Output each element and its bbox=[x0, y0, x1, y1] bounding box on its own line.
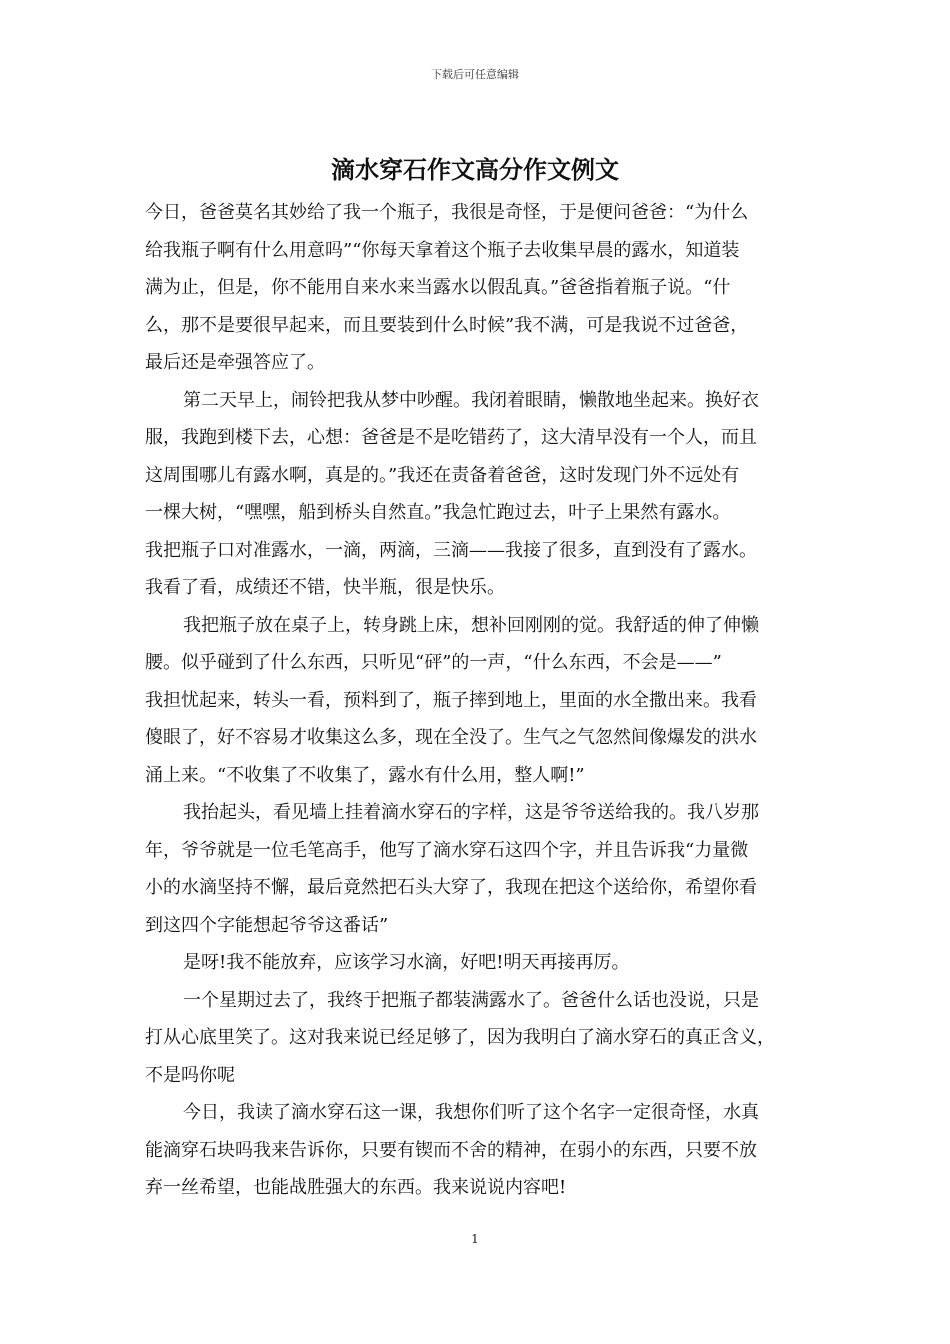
page-number: 1 bbox=[471, 1232, 479, 1246]
paragraph-2 bbox=[145, 382, 813, 607]
text-line: 打从心底里笑了。这对我来说已经足够了，因为我明白了滴水穿石的真正含义， bbox=[145, 1027, 775, 1048]
text-line: 我担忧起来，转头一看，预料到了，瓶子摔到地上，里面的水全撒出来。我看 bbox=[145, 689, 757, 711]
paragraph-7 bbox=[145, 1094, 813, 1207]
document-body bbox=[145, 194, 813, 1207]
text-line: 小的水滴坚持不懈，最后竟然把石头大穿了，我现在把这个送给你，希望你看 bbox=[145, 877, 757, 898]
text-line: 么，那不是要很早起来，而且要装到什么时候”我不满，可是我说不过爸爸， bbox=[145, 314, 749, 336]
document-title: 滴水穿石作文高分作文例文 bbox=[331, 155, 619, 184]
text-line: 傻眼了，好不容易才收集这么多，现在全没了。生气之气忽然间像爆发的洪水 bbox=[145, 727, 757, 748]
text-line: 我抬起头，看见墙上挂着滴水穿石的字样，这是爷爷送给我的。我八岁那 bbox=[183, 802, 759, 823]
text-line: 腰。似乎碰到了什么东西，只听见“砰”的一声，“什么东西，不会是——” bbox=[145, 652, 722, 673]
paragraph-5 bbox=[145, 944, 813, 982]
paragraph-4 bbox=[145, 794, 813, 944]
text-line: 这周围哪儿有露水啊，真是的。”我还在责备着爸爸，这时发现门外不远处有 bbox=[145, 464, 740, 486]
text-line: 我把瓶子口对准露水，一滴，两滴，三滴——我接了很多，直到没有了露水。 bbox=[145, 539, 757, 561]
paragraph-6 bbox=[145, 982, 813, 1095]
text-line: 我把瓶子放在桌子上，转身跳上床，想补回刚刚的觉。我舒适的伸了伸懒 bbox=[183, 614, 759, 636]
text-line: 能滴穿石块吗我来告诉你，只要有锲而不舍的精神，在弱小的东西，只要不放 bbox=[145, 1139, 757, 1161]
text-line: 一棵大树，“嘿嘿，船到桥头自然直。”我急忙跑过去，叶子上果然有露水。 bbox=[145, 502, 731, 523]
text-line: 最后还是牵强答应了。 bbox=[145, 352, 325, 373]
text-line: 年，爷爷就是一位毛笔高手，他写了滴水穿石这四个字，并且告诉我“力量微 bbox=[145, 839, 749, 861]
text-line: 到这四个字能想起爷爷这番话” bbox=[145, 914, 389, 936]
text-line: 给我瓶子啊有什么用意吗”“你每天拿着这个瓶子去收集早晨的露水，知道装 bbox=[145, 239, 740, 261]
text-line: 我看了看，成绩还不错，快半瓶，很是快乐。 bbox=[145, 577, 505, 598]
text-line: 今日，爸爸莫名其妙给了我一个瓶子，我很是奇怪，于是便问爸爸：“为什么 bbox=[145, 202, 749, 223]
text-line: 第二天早上，闹铃把我从梦中吵醒。我闭着眼睛，懒散地坐起来。换好衣 bbox=[183, 389, 759, 411]
text-line: 一个星期过去了，我终于把瓶子都装满露水了。爸爸什么话也没说，只是 bbox=[183, 989, 759, 1011]
paragraph-1 bbox=[145, 194, 813, 382]
text-line: 是呀!我不能放弃，应该学习水滴，好吧!明天再接再厉。 bbox=[183, 952, 630, 973]
text-line: 服，我跑到楼下去，心想：爸爸是不是吃错药了，这大清早没有一个人，而且 bbox=[145, 427, 757, 448]
text-line: 不是吗你呢 bbox=[145, 1064, 235, 1086]
text-line: 满为止，但是，你不能用自来水来当露水以假乱真。”爸爸指着瓶子说。“什 bbox=[145, 277, 731, 298]
paragraph-3 bbox=[145, 607, 813, 795]
text-line: 弃一丝希望，也能战胜强大的东西。我来说说内容吧! bbox=[145, 1177, 567, 1198]
text-line: 涌上来。“不收集了不收集了，露水有什么用，整人啊!” bbox=[145, 764, 585, 786]
page-header-note: 下载后可任意编辑 bbox=[431, 68, 519, 81]
text-line: 今日，我读了滴水穿石这一课，我想你们听了这个名字一定很奇怪，水真 bbox=[183, 1102, 759, 1123]
